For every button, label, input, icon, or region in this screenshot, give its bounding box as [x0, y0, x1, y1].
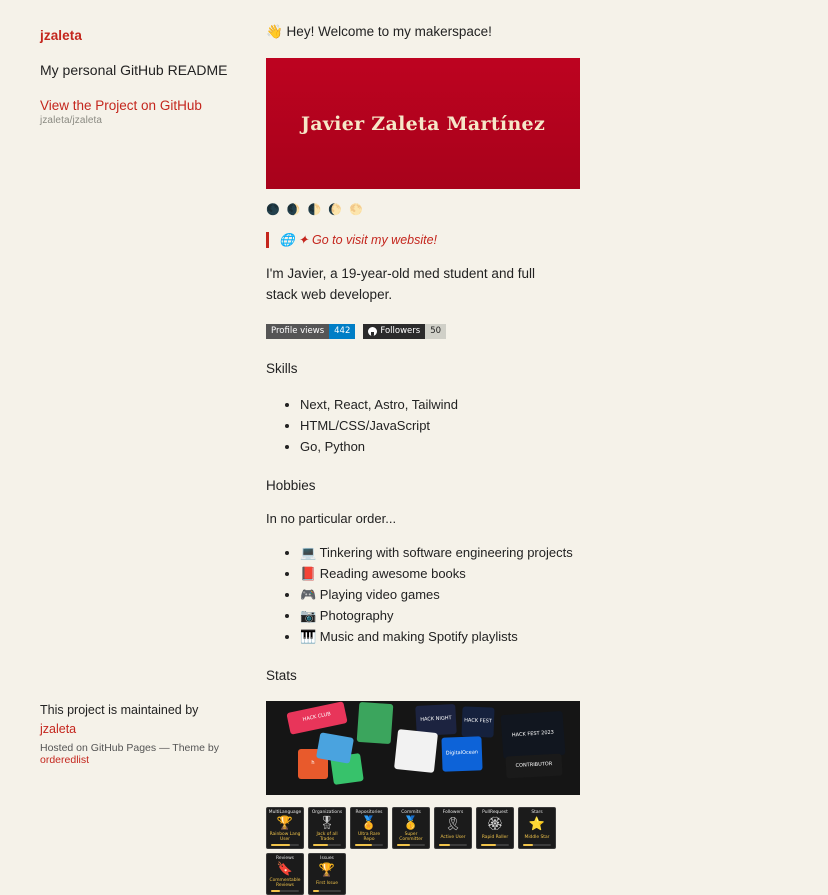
trophy-icon: 🏆	[318, 863, 336, 879]
trophy-progress	[271, 844, 298, 846]
trophy-title: Commits	[401, 809, 421, 815]
list-item: • Next, React, Astro, Tailwind	[300, 394, 788, 415]
trophy-progress	[481, 844, 508, 846]
trophy-title: Followers	[442, 809, 464, 815]
trophy-rank: Super Committer	[399, 831, 423, 842]
stats-heading: Stats	[266, 667, 297, 683]
trophy-title: Reviews	[276, 855, 294, 861]
website-callout[interactable]	[266, 232, 788, 248]
profile-banner	[266, 58, 580, 189]
trophy-icon: 🥇	[402, 815, 420, 831]
trophy-progress	[397, 844, 424, 846]
sidebar	[0, 0, 248, 780]
trophy-title: MultiLanguage	[268, 809, 302, 815]
list-item: • 📷 Photography	[300, 605, 788, 626]
profile-views-count: 442	[329, 324, 355, 339]
trophy-icon: ⭐	[528, 817, 546, 833]
hosted-footer	[40, 742, 248, 766]
view-on-github-link[interactable]: View the Project on GitHub	[40, 97, 202, 113]
github-repo-label: jzaleta/jzaleta	[40, 114, 103, 126]
maintainer-link[interactable]: jzaleta	[40, 722, 77, 736]
trophy-progress	[313, 844, 340, 846]
trophy-title: Repositories	[355, 809, 383, 815]
trophy-rank: Commentable Reviews	[269, 877, 301, 888]
trophy-icon: 🏆	[276, 815, 294, 831]
followers-label: Followers	[380, 326, 421, 337]
theme-author-link[interactable]: orderedlist	[40, 754, 90, 766]
hosted-prefix: Hosted on GitHub Pages — Theme by	[40, 742, 219, 754]
sticker: HACK FEST 2023	[501, 710, 566, 758]
list-item: • 🎹 Music and making Spotify playlists	[300, 626, 788, 647]
list-item: • Go, Python	[300, 436, 788, 457]
followers-label-wrap	[363, 324, 425, 339]
followers-badge[interactable]	[363, 324, 446, 339]
trophy-card	[308, 853, 346, 895]
trophy-title: Stars	[531, 809, 543, 815]
trophy-progress	[313, 890, 340, 892]
trophy-rank: Jack of all Trades	[316, 831, 338, 842]
trophy-rank: Middle Star	[524, 834, 550, 840]
trophy-progress	[439, 844, 466, 846]
trophy-rank: Rapid Roller	[481, 834, 509, 840]
trophy-card	[266, 853, 304, 895]
sticker: DigitalOcean	[441, 736, 482, 771]
trophy-card	[266, 807, 304, 849]
banner-name: Javier Zaleta Martínez	[300, 112, 546, 135]
sticker: CONTRIBUTOR	[505, 753, 562, 778]
sticker	[316, 732, 354, 764]
sticker	[357, 701, 394, 743]
trophy-icon: 🏵	[486, 817, 504, 833]
skills-list	[266, 394, 788, 458]
list-item: • 📕 Reading awesome books	[300, 563, 788, 584]
trophy-card	[518, 807, 556, 849]
trophy-progress	[523, 844, 550, 846]
profile-views-label: Profile views	[266, 324, 329, 339]
followers-count: 50	[425, 324, 446, 339]
hobbies-list	[266, 542, 788, 648]
profile-views-badge[interactable]	[266, 324, 355, 339]
github-trophies	[266, 807, 580, 895]
sticker: HACK NIGHT	[415, 704, 457, 736]
list-item: • 🎮 Playing video games	[300, 584, 788, 605]
sticker: HACK CLUB	[286, 701, 347, 735]
maintainer-block	[40, 701, 240, 738]
moon-phase-row: 🌑 🌒 🌓 🌔 🌕	[266, 204, 365, 217]
site-title: jzaleta	[40, 28, 82, 43]
trophy-card	[392, 807, 430, 849]
trophy-card	[476, 807, 514, 849]
hobbies-heading: Hobbies	[266, 477, 316, 493]
site-description: My personal GitHub README	[40, 62, 228, 78]
sticker: HACK FEST	[461, 706, 494, 737]
trophy-icon: 🏅	[360, 815, 378, 831]
trophy-rank: First Issue	[316, 880, 338, 886]
list-item: • 💻 Tinkering with software engineering projects	[300, 542, 788, 563]
trophy-rank: Ultra Rare Repo	[357, 831, 381, 842]
maintained-by-label: This project is maintained by	[40, 703, 199, 718]
trophy-icon: 🎗	[444, 817, 462, 833]
hobbies-intro: In no particular order...	[266, 510, 397, 526]
sticker	[394, 729, 438, 773]
trophy-progress	[271, 890, 298, 892]
trophy-rank: Rainbow Lang User	[269, 831, 301, 842]
intro-paragraph: I'm Javier, a 19-year-old med student and full stack web developer.	[266, 266, 535, 303]
trophy-title: Issues	[320, 855, 334, 861]
sticker-laptop-image	[266, 701, 580, 795]
trophy-icon: 🎖	[318, 815, 336, 831]
skills-heading: Skills	[266, 361, 298, 377]
trophy-card	[350, 807, 388, 849]
trophy-icon: 🔖	[276, 861, 294, 877]
trophy-title: Organizations	[311, 809, 343, 815]
greeting-text: 👋 Hey! Welcome to my makerspace!	[266, 24, 492, 39]
list-item: • HTML/CSS/JavaScript	[300, 415, 788, 436]
trophy-rank: Active User	[440, 834, 466, 840]
sticker: h	[298, 749, 328, 779]
github-icon	[368, 327, 377, 336]
main-content	[248, 0, 828, 888]
website-callout-text: 🌐 ✦ Go to visit my website!	[279, 233, 438, 248]
trophy-progress	[355, 844, 382, 846]
badge-row	[266, 324, 788, 339]
trophy-card	[434, 807, 472, 849]
trophy-card	[308, 807, 346, 849]
trophy-title: PullRequest	[482, 809, 508, 815]
